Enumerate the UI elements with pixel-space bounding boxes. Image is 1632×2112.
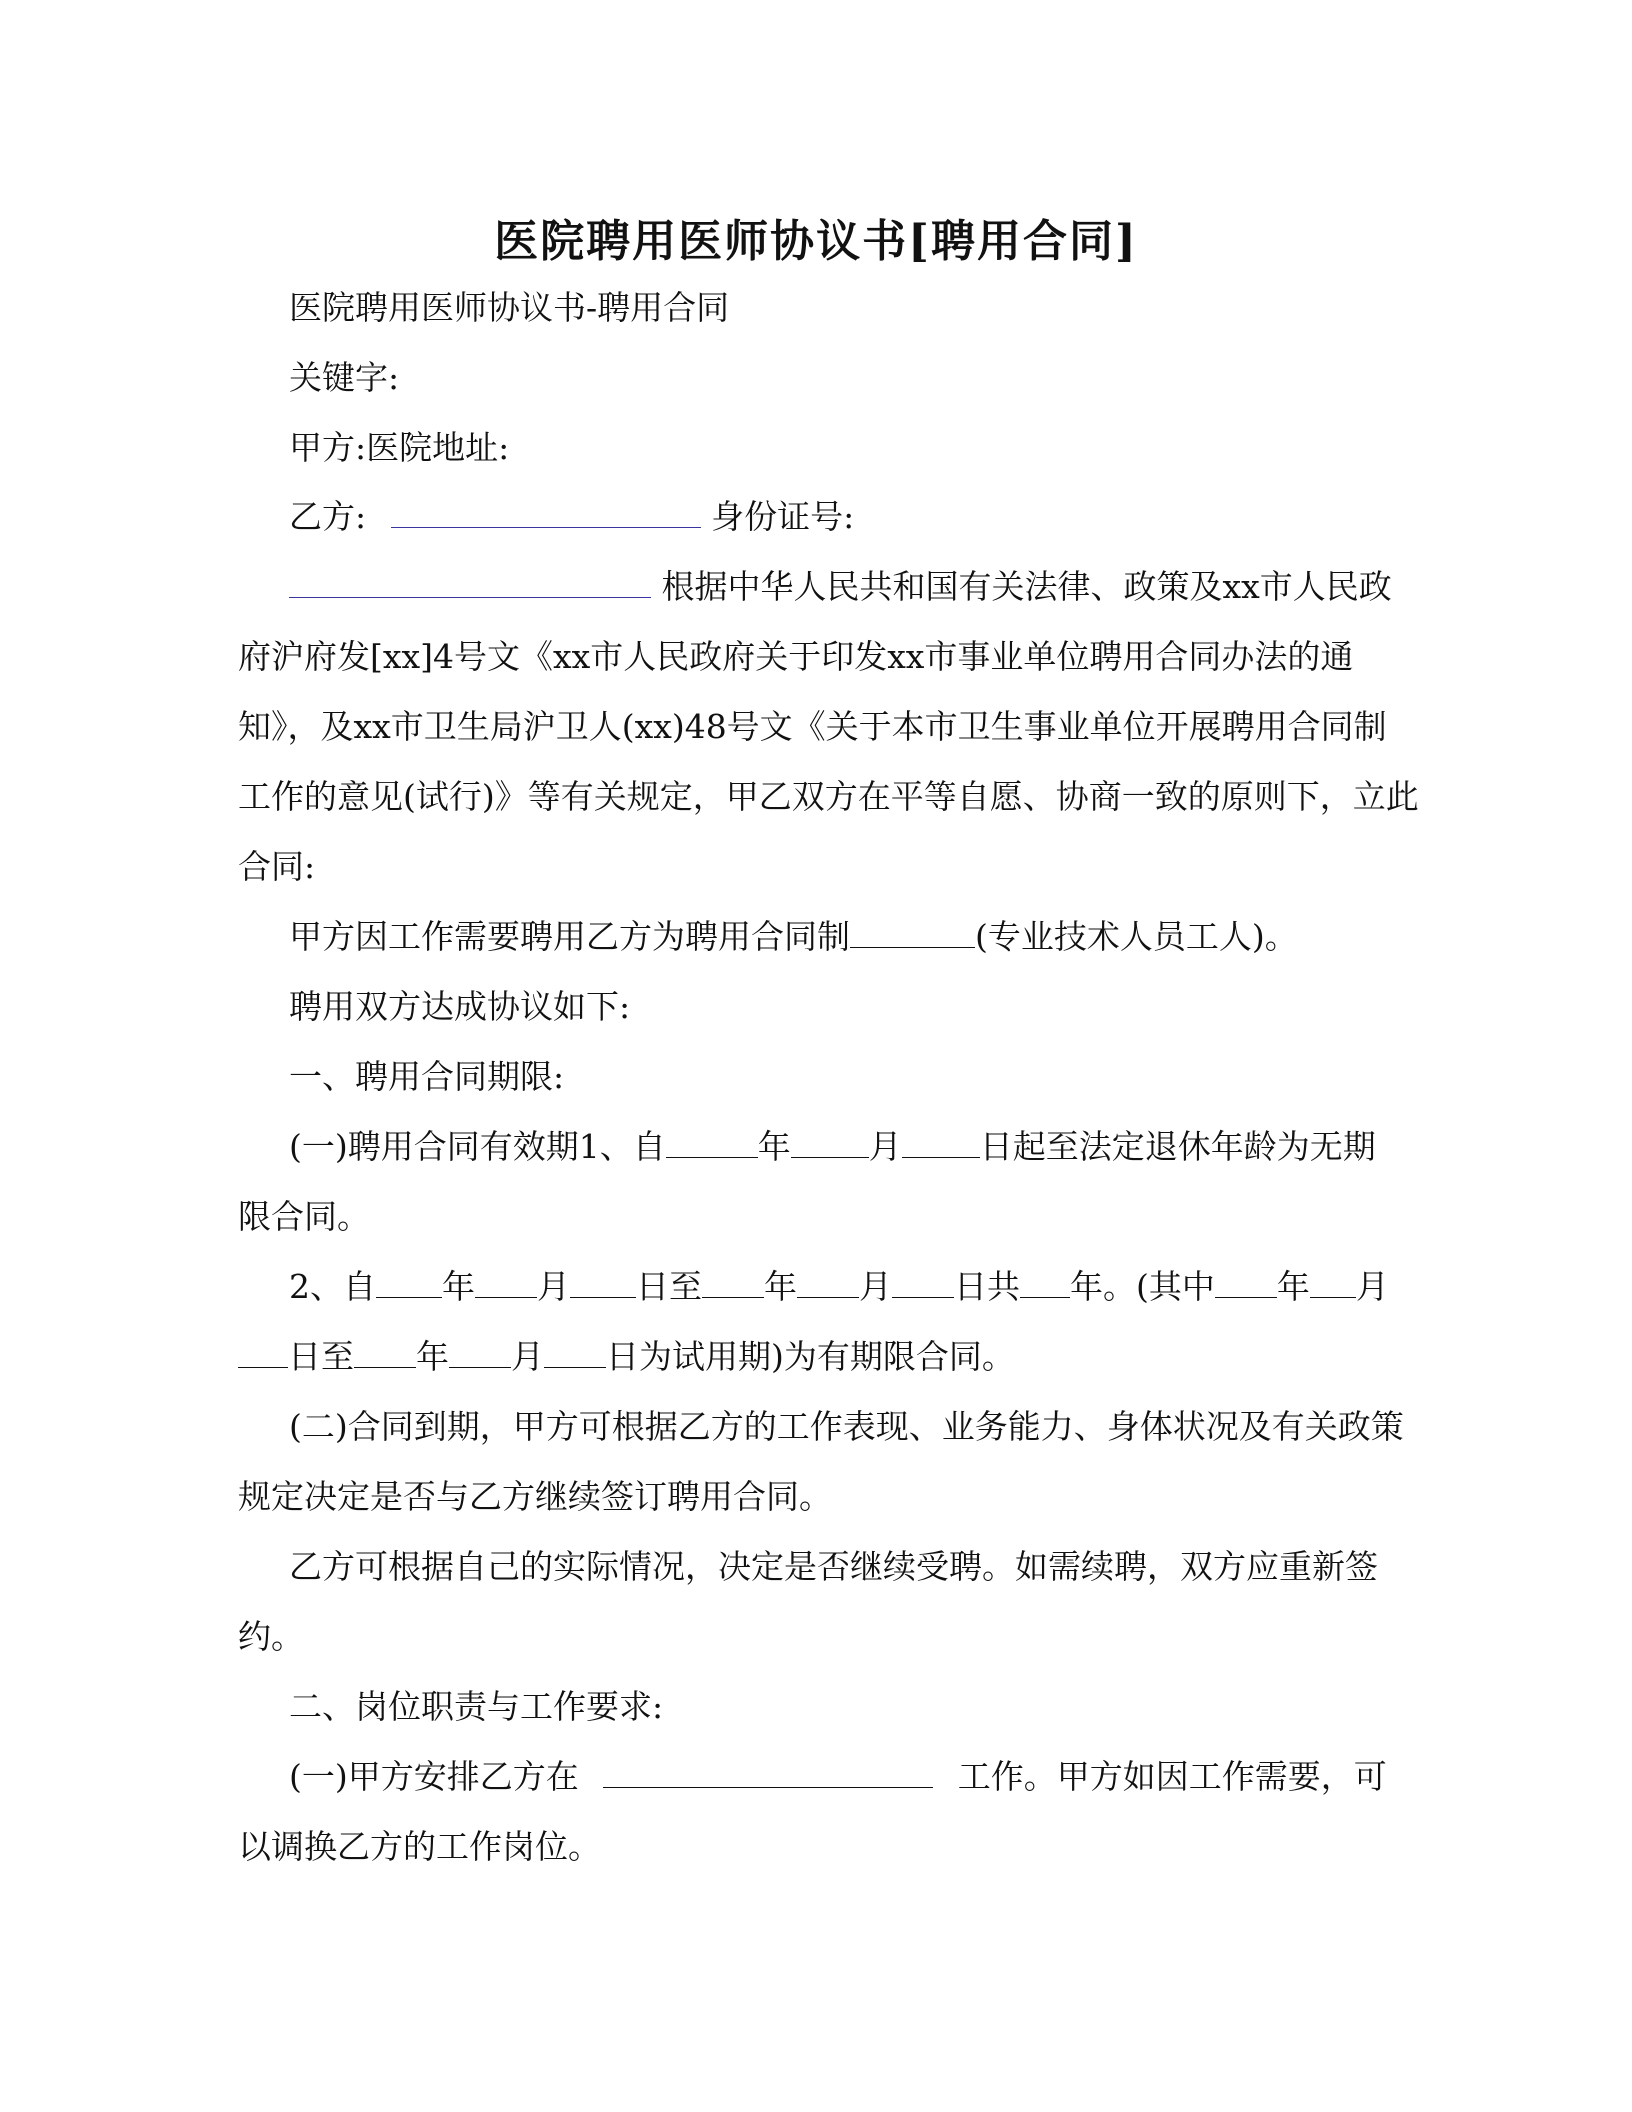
document-subtitle: 医院聘用医师协议书-聘用合同	[289, 288, 730, 327]
start-month-blank	[791, 1129, 869, 1158]
term-start-year-blank	[376, 1269, 442, 1298]
party-b-label: 乙方:	[289, 497, 367, 536]
probation-start-month-blank	[1310, 1269, 1356, 1298]
section-2-item-1-line-1	[289, 1757, 1387, 1797]
term-end-day-blank	[892, 1269, 954, 1298]
work-position-blank	[603, 1759, 933, 1788]
section-1-item-1-line-1	[289, 1127, 1376, 1167]
probation-start-year-blank	[1215, 1269, 1277, 1298]
month-label: 月	[859, 1267, 892, 1306]
probation-end-year-blank	[354, 1339, 416, 1368]
year-label: 年	[416, 1337, 449, 1376]
year-label: 年	[757, 1127, 791, 1166]
paragraph-1-text-1: 根据中华人民共和国有关法律、政策及xx市人民政	[661, 567, 1392, 606]
document-title: 医院聘用医师协议书[聘用合同]	[494, 216, 1138, 267]
term-start-month-blank	[475, 1269, 537, 1298]
term-years-blank	[1020, 1269, 1070, 1298]
section-1-item-2-line-2	[238, 1337, 1015, 1377]
paragraph-1-line-4: 工作的意见(试行)》等有关规定，甲乙双方在平等自愿、协商一致的原则下，立此	[238, 777, 1419, 816]
section-1-heading: 一、聘用合同期限:	[289, 1057, 565, 1096]
paragraph-2-text-2: (专业技术人员工人)。	[975, 917, 1298, 956]
item-2-text-end: 日为试用期)为有期限合同。	[606, 1337, 1015, 1376]
probation-end-day-blank	[544, 1339, 606, 1368]
item-1-text: (一)聘用合同有效期1、自	[289, 1127, 666, 1166]
section-1-item-4-line-1: 乙方可根据自己的实际情况，决定是否继续受聘。如需续聘，双方应重新签	[289, 1547, 1378, 1586]
section-1-item-1-line-2: 限合同。	[238, 1197, 370, 1236]
section-1-item-4-line-2: 约。	[238, 1617, 304, 1656]
start-day-blank	[902, 1129, 980, 1158]
paragraph-3: 聘用双方达成协议如下:	[289, 987, 631, 1026]
term-end-year-blank	[702, 1269, 764, 1298]
day-to-label: 日至	[636, 1267, 702, 1306]
id-number-label: 身份证号:	[711, 497, 855, 536]
year-label: 年	[442, 1267, 475, 1306]
month-label: 月	[868, 1127, 902, 1166]
day-total-label: 日共	[954, 1267, 1020, 1306]
id-number-blank	[289, 569, 651, 598]
month-label: 月	[1355, 1267, 1389, 1306]
paragraph-2	[289, 917, 1298, 957]
keywords-label: 关键字:	[289, 358, 400, 397]
section-1-item-3-line-2: 规定决定是否与乙方继续签订聘用合同。	[238, 1477, 832, 1516]
item-1-text-end: 日起至法定退休年龄为无期	[979, 1127, 1376, 1166]
start-year-blank	[666, 1129, 758, 1158]
probation-start-day-blank	[238, 1339, 288, 1368]
section-2-heading: 二、岗位职责与工作要求:	[289, 1687, 664, 1726]
party-b-line	[289, 497, 854, 537]
paragraph-1-line-1	[289, 567, 1392, 607]
section-1-item-2-line-1	[289, 1267, 1389, 1307]
section-1-item-3-line-1: (二)合同到期，甲方可根据乙方的工作表现、业务能力、身体状况及有关政策	[289, 1407, 1404, 1446]
year-label: 年	[764, 1267, 797, 1306]
year-paren-label: 年。(其中	[1070, 1267, 1215, 1306]
paragraph-1-line-3: 知》，及xx市卫生局沪卫人(xx)48号文《关于本市卫生事业单位开展聘用合同制	[238, 707, 1387, 746]
paragraph-1-line-5: 合同:	[238, 847, 316, 886]
paragraph-2-text-1: 甲方因工作需要聘用乙方为聘用合同制	[289, 917, 850, 956]
month-label: 月	[537, 1267, 570, 1306]
section-2-item-1-line-2: 以调换乙方的工作岗位。	[238, 1827, 601, 1866]
employment-type-blank	[850, 919, 975, 948]
month-label: 月	[511, 1337, 544, 1376]
party-b-name-blank	[391, 499, 701, 528]
section-2-item-1-text: (一)甲方安排乙方在	[289, 1757, 579, 1796]
party-a-line: 甲方:医院地址:	[289, 428, 510, 467]
term-end-month-blank	[797, 1269, 859, 1298]
term-start-day-blank	[570, 1269, 636, 1298]
day-to-label: 日至	[288, 1337, 354, 1376]
section-2-item-1-text-end: 工作。甲方如因工作需要，可	[957, 1757, 1387, 1796]
year-label: 年	[1276, 1267, 1310, 1306]
paragraph-1-line-2: 府沪府发[xx]4号文《xx市人民政府关于印发xx市事业单位聘用合同办法的通	[238, 637, 1354, 676]
probation-end-month-blank	[449, 1339, 511, 1368]
item-2-text: 2、自	[289, 1267, 376, 1306]
